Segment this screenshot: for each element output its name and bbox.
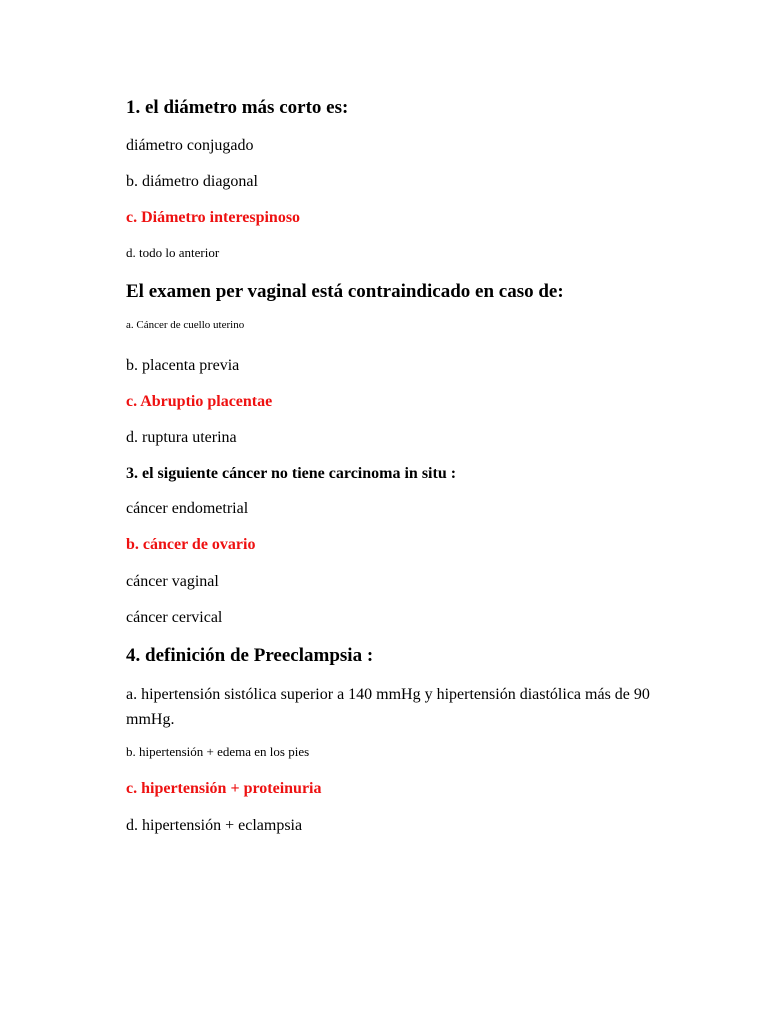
question-1-option-a: diámetro conjugado (126, 137, 254, 154)
question-1-title: 1. el diámetro más corto es: (126, 97, 349, 118)
question-4-option-b: b. hipertensión + edema en los pies (126, 744, 310, 759)
question-3-correct-option: b. cáncer de ovario (126, 536, 256, 553)
question-2-option-b: b. placenta previa (126, 357, 240, 374)
question-2-correct-option: c. Abruptio placentae (126, 393, 273, 410)
question-3-option-c: cáncer vaginal (126, 573, 219, 590)
question-4-title: 4. definición de Preeclampsia : (126, 645, 374, 666)
question-4-option-d: d. hipertensión + eclampsia (126, 817, 303, 834)
question-4-correct-option: c. hipertensión + proteinuria (126, 780, 322, 797)
question-2-option-a: a. Cáncer de cuello uterino (126, 319, 245, 331)
question-3-option-d: cáncer cervical (126, 609, 223, 626)
question-4-option-a: a. hipertensión sistólica superior a 140 mmHg y hipertensión diastólica más de 90 mmHg. (126, 686, 650, 728)
question-1-option-d: d. todo lo anterior (126, 245, 220, 260)
question-3-title: 3. el siguiente cáncer no tiene carcinoma in situ : (126, 465, 457, 482)
question-1-option-b: b. diámetro diagonal (126, 173, 258, 190)
question-2-option-d: d. ruptura uterina (126, 429, 237, 446)
question-1-correct-option: c. Diámetro interespinoso (126, 209, 301, 226)
question-2-title: El examen per vaginal está contraindicado en caso de: (126, 281, 564, 302)
question-3-option-a: cáncer endometrial (126, 500, 249, 517)
